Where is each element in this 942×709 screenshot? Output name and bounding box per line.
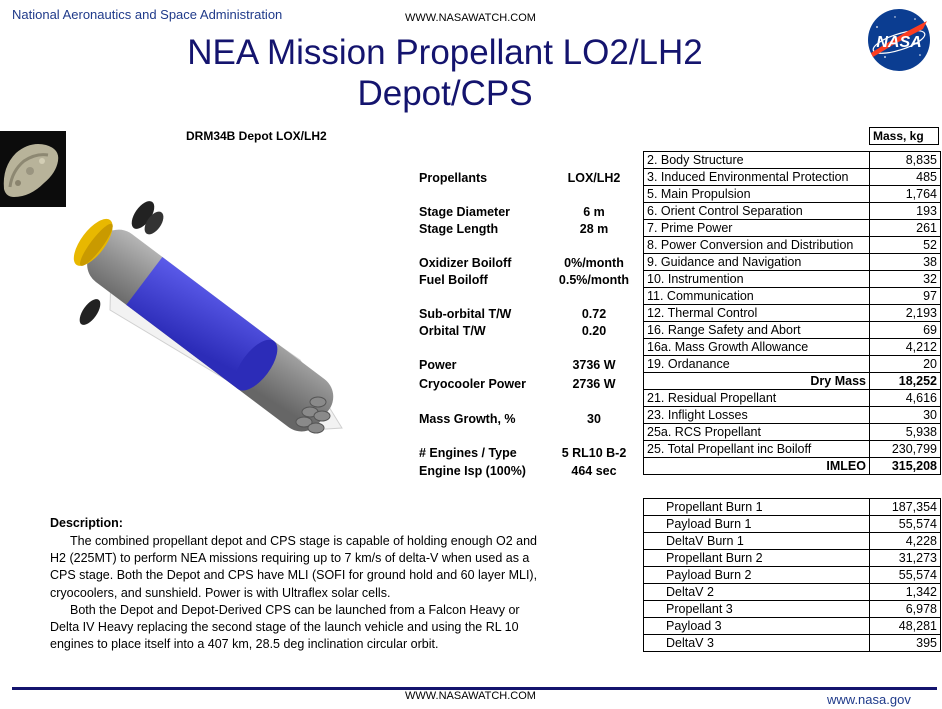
table-row bbox=[644, 533, 941, 550]
row-value: 55,574 bbox=[870, 567, 941, 584]
row-value: 20 bbox=[870, 356, 941, 373]
row-value: 4,212 bbox=[870, 339, 941, 356]
row-label: 21. Residual Propellant bbox=[644, 390, 870, 407]
param-label: Mass Growth, % bbox=[419, 412, 516, 426]
table-row bbox=[644, 635, 941, 652]
table-row bbox=[644, 288, 941, 305]
row-value: 31,273 bbox=[870, 550, 941, 567]
row-value: 8,835 bbox=[870, 152, 941, 169]
param-value: 5 RL10 B-2 bbox=[561, 446, 627, 460]
param-value: 464 sec bbox=[571, 464, 617, 478]
row-value: 6,978 bbox=[870, 601, 941, 618]
table-row bbox=[644, 567, 941, 584]
table-row bbox=[644, 169, 941, 186]
row-label: DeltaV 3 bbox=[644, 635, 870, 652]
title-line-2: Depot/CPS bbox=[357, 74, 533, 113]
table-row bbox=[644, 322, 941, 339]
row-label: Propellant Burn 1 bbox=[644, 499, 870, 516]
row-label: DeltaV 2 bbox=[644, 584, 870, 601]
mass-table bbox=[643, 151, 941, 475]
row-label: 25. Total Propellant inc Boiloff bbox=[644, 441, 870, 458]
description-paragraph-1: The combined propellant depot and CPS stage is capable of holding enough O2 and H2 (225MT) to perform NEA missions requiring up to 7 km/s of delta-V when used as a CPS stage. Both the Depot and CPS have MLI (SOFI for ground hold and 60 layer MLI), cryocoolers, and sunshield. Power is with Ultraflex solar cells. bbox=[50, 534, 538, 600]
param-label: Stage Diameter bbox=[419, 205, 511, 219]
row-value: 1,342 bbox=[870, 584, 941, 601]
table-row bbox=[644, 356, 941, 373]
row-label: Payload 3 bbox=[644, 618, 870, 635]
param-value: 0.20 bbox=[581, 324, 607, 338]
row-label: DeltaV Burn 1 bbox=[644, 533, 870, 550]
watermark-top: WWW.NASAWATCH.COM bbox=[405, 12, 536, 24]
row-value: 193 bbox=[870, 203, 941, 220]
param-value: 2736 W bbox=[572, 377, 616, 391]
table-row bbox=[644, 516, 941, 533]
table-row bbox=[644, 271, 941, 288]
param-value: 28 m bbox=[579, 222, 609, 236]
param-label: Power bbox=[419, 358, 457, 372]
table-row bbox=[644, 407, 941, 424]
row-value: 4,228 bbox=[870, 533, 941, 550]
row-value: 97 bbox=[870, 288, 941, 305]
table-row bbox=[644, 203, 941, 220]
nasa-url-link[interactable]: www.nasa.gov bbox=[827, 692, 911, 707]
nasa-logo-icon bbox=[865, 7, 933, 73]
row-value: 38 bbox=[870, 254, 941, 271]
table-row bbox=[644, 305, 941, 322]
row-value: 52 bbox=[870, 237, 941, 254]
row-label: 23. Inflight Losses bbox=[644, 407, 870, 424]
table-row bbox=[644, 237, 941, 254]
burn-table bbox=[643, 498, 941, 652]
row-label: Propellant 3 bbox=[644, 601, 870, 618]
drm-label: DRM34B Depot LOX/LH2 bbox=[186, 129, 327, 143]
param-value: LOX/LH2 bbox=[567, 171, 621, 185]
row-label: 3. Induced Environmental Protection bbox=[644, 169, 870, 186]
table-row bbox=[644, 152, 941, 169]
table-row bbox=[644, 390, 941, 407]
asteroid-image bbox=[0, 131, 66, 207]
param-label: # Engines / Type bbox=[419, 446, 517, 460]
row-value: 230,799 bbox=[870, 441, 941, 458]
title-line-1: NEA Mission Propellant LO2/LH2 bbox=[187, 33, 703, 72]
table-row bbox=[644, 186, 941, 203]
description-body bbox=[50, 533, 540, 653]
row-label: 12. Thermal Control bbox=[644, 305, 870, 322]
depot-stage-illustration bbox=[60, 190, 390, 450]
row-value: 18,252 bbox=[870, 373, 941, 390]
param-label: Fuel Boiloff bbox=[419, 273, 488, 287]
page-title bbox=[100, 32, 790, 114]
description-paragraph-2: Both the Depot and Depot-Derived CPS can be launched from a Falcon Heavy or Delta IV Heavy replacing the second stage of the launch vehicle and using the RL 10 engines to place itself into a 407 km, 28.5 deg inclination circular orbit. bbox=[50, 602, 520, 652]
param-label: Engine Isp (100%) bbox=[419, 464, 526, 478]
row-label: 11. Communication bbox=[644, 288, 870, 305]
param-label: Sub-orbital T/W bbox=[419, 307, 512, 321]
row-value: 315,208 bbox=[870, 458, 941, 475]
param-value: 0%/month bbox=[564, 256, 624, 270]
row-value: 1,764 bbox=[870, 186, 941, 203]
row-label: 5. Main Propulsion bbox=[644, 186, 870, 203]
watermark-bottom: WWW.NASAWATCH.COM bbox=[405, 690, 536, 702]
param-label: Stage Length bbox=[419, 222, 499, 236]
param-value: 30 bbox=[587, 412, 601, 426]
row-label: 8. Power Conversion and Distribution bbox=[644, 237, 870, 254]
row-label: 16. Range Safety and Abort bbox=[644, 322, 870, 339]
row-value: 187,354 bbox=[870, 499, 941, 516]
table-row bbox=[644, 424, 941, 441]
row-label: 10. Instrumention bbox=[644, 271, 870, 288]
row-label: 2. Body Structure bbox=[644, 152, 870, 169]
agency-name: National Aeronautics and Space Administration bbox=[12, 7, 283, 22]
param-value: 3736 W bbox=[572, 358, 616, 372]
imleo-row bbox=[644, 458, 941, 475]
row-label: 19. Ordanance bbox=[644, 356, 870, 373]
row-value: 5,938 bbox=[870, 424, 941, 441]
row-value: 4,616 bbox=[870, 390, 941, 407]
row-value: 69 bbox=[870, 322, 941, 339]
row-value: 261 bbox=[870, 220, 941, 237]
row-label: Dry Mass bbox=[644, 373, 870, 390]
table-row bbox=[644, 339, 941, 356]
row-label: 6. Orient Control Separation bbox=[644, 203, 870, 220]
row-value: 48,281 bbox=[870, 618, 941, 635]
description-title: Description: bbox=[50, 516, 123, 530]
row-label: 9. Guidance and Navigation bbox=[644, 254, 870, 271]
row-label: IMLEO bbox=[644, 458, 870, 475]
row-label: Payload Burn 2 bbox=[644, 567, 870, 584]
table-row bbox=[644, 618, 941, 635]
table-row bbox=[644, 441, 941, 458]
table-row bbox=[644, 254, 941, 271]
row-value: 485 bbox=[870, 169, 941, 186]
row-value: 2,193 bbox=[870, 305, 941, 322]
param-value: 0.5%/month bbox=[558, 273, 630, 287]
table-row bbox=[644, 499, 941, 516]
table-row bbox=[644, 601, 941, 618]
row-value: 32 bbox=[870, 271, 941, 288]
param-label: Propellants bbox=[419, 171, 488, 185]
table-row bbox=[644, 584, 941, 601]
row-value: 55,574 bbox=[870, 516, 941, 533]
param-label: Orbital T/W bbox=[419, 324, 486, 338]
nasa-logo-text: NASA bbox=[876, 34, 922, 51]
param-label: Oxidizer Boiloff bbox=[419, 256, 512, 270]
param-label: Cryocooler Power bbox=[419, 377, 526, 391]
row-label: 16a. Mass Growth Allowance bbox=[644, 339, 870, 356]
row-value: 395 bbox=[870, 635, 941, 652]
param-value: 0.72 bbox=[581, 307, 607, 321]
mass-column-header: Mass, kg bbox=[869, 127, 939, 145]
table-row bbox=[644, 550, 941, 567]
param-value: 6 m bbox=[583, 205, 605, 219]
row-label: Payload Burn 1 bbox=[644, 516, 870, 533]
row-value: 30 bbox=[870, 407, 941, 424]
row-label: 25a. RCS Propellant bbox=[644, 424, 870, 441]
table-row bbox=[644, 220, 941, 237]
dry-mass-row bbox=[644, 373, 941, 390]
row-label: Propellant Burn 2 bbox=[644, 550, 870, 567]
row-label: 7. Prime Power bbox=[644, 220, 870, 237]
